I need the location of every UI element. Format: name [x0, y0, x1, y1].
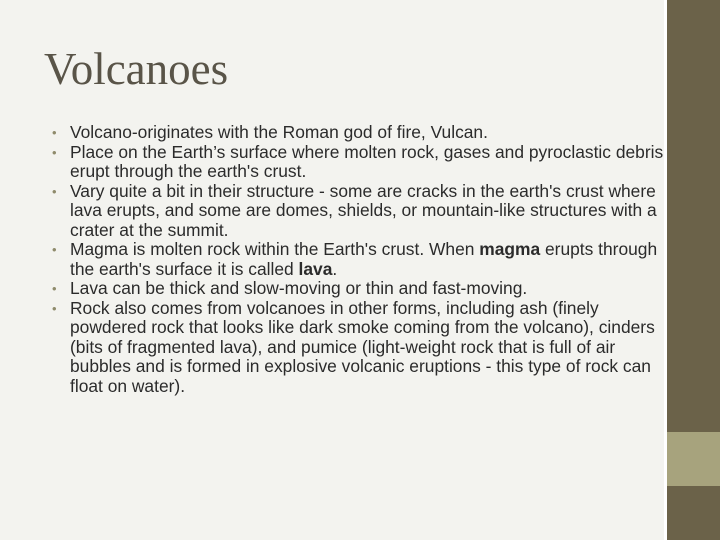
sidebar-accent-block: [667, 432, 720, 486]
bullet-text-segment: .: [332, 258, 338, 279]
bullet-item: [52, 182, 664, 241]
bullet-list: [52, 123, 664, 396]
bullet-item: [52, 143, 664, 182]
slide-title: Volcanoes: [44, 44, 229, 94]
bullet-icon: •: [52, 300, 57, 316]
bold-term-magma: magma: [479, 239, 541, 259]
bullet-icon: •: [52, 125, 57, 140]
bold-term-lava: lava: [298, 258, 333, 279]
bullet-text-segment: erupts through the earth's surface it is called: [70, 239, 658, 279]
bullet-item: [52, 279, 664, 299]
bullet-icon: •: [52, 144, 57, 160]
bullet-text: Volcano-originates with the Roman god of fire, Vulcan.: [70, 122, 488, 142]
bullet-item: [52, 240, 664, 279]
bullet-item: [52, 123, 664, 143]
bullet-icon: •: [52, 281, 57, 296]
bullet-text: Rock also comes from volcanoes in other forms, including ash (finely powdered rock that looks like dark smoke coming from the volcano), cinders (bits of fragmented lava), and pumice (light-weight rock that is full of air bubbles and is formed in explosive volcanic eruptions - this type of rock can float on water).: [70, 297, 655, 396]
bullet-icon: •: [52, 242, 57, 257]
bullet-text: Place on the Earth’s surface where molten rock, gases and pyroclastic debris erupt through the earth's crust.: [70, 141, 664, 181]
bullet-text-segment: Magma is molten rock within the Earth's crust. When: [70, 239, 480, 259]
bullet-text: Lava can be thick and slow-moving or thin and fast-moving.: [70, 278, 528, 298]
bullet-icon: •: [52, 183, 57, 199]
bullet-text: [70, 239, 657, 279]
bullet-item: [52, 299, 664, 397]
bullet-text: Vary quite a bit in their structure - some are cracks in the earth's crust where lava erupts, and some are domes, shields, or mountain-like structures with a crater at the summit.: [70, 180, 657, 240]
